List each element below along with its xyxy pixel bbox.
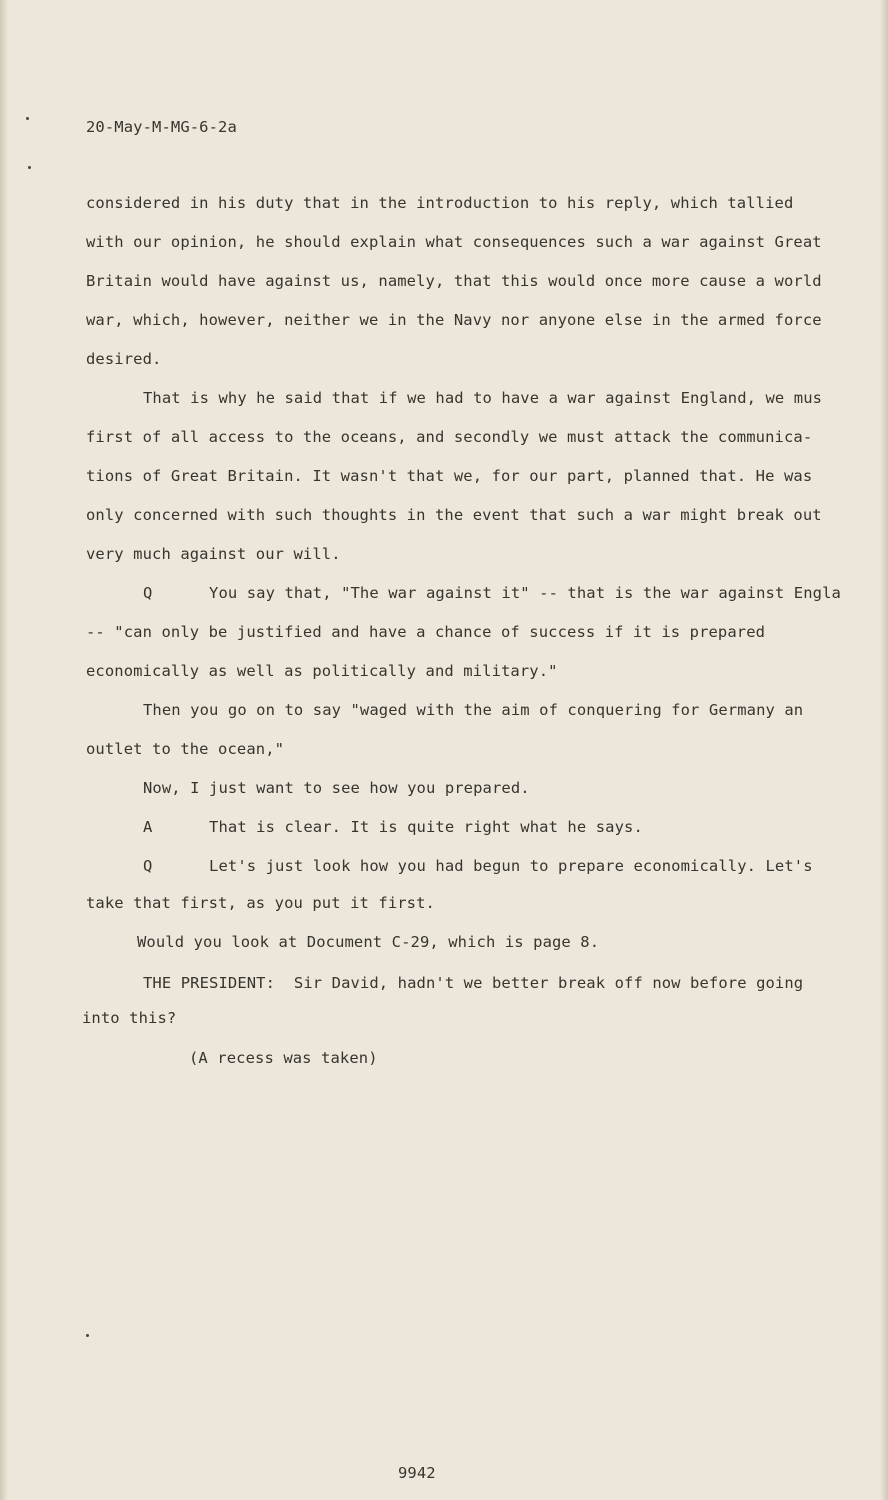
text-line: considered in his duty that in the introduction to his reply, which tallied [86,194,794,212]
question-line: Q Let's just look how you had begun to prepare economically. Let's [143,857,813,875]
page-edge-left [0,0,8,1500]
text-line: economically as well as politically and military." [86,662,558,680]
text-line: Britain would have against us, namely, that this would once more cause a world [86,272,822,290]
page-edge-right [880,0,888,1500]
text-line: That is why he said that if we had to have a war against England, we mus [143,389,823,407]
text-line: Now, I just want to see how you prepared. [143,779,530,797]
text-line: very much against our will. [86,545,341,563]
text-line: tions of Great Britain. It wasn't that we, for our part, planned that. He was [86,467,813,485]
document-reference: 20-May-M-MG-6-2a [86,118,237,136]
answer-line: A That is clear. It is quite right what he says. [143,818,643,836]
margin-mark [26,117,29,120]
margin-mark [28,166,31,169]
text-line: outlet to the ocean," [86,740,285,758]
text-line: with our opinion, he should explain what consequences such a war against Great [86,233,822,251]
text-line: take that first, as you put it first. [86,894,435,912]
text-line: first of all access to the oceans, and secondly we must attack the communica- [86,428,813,446]
text-line: Then you go on to say "waged with the aim of conquering for Germany an [143,701,804,719]
question-line: Q You say that, "The war against it" -- that is the war against Engla [143,584,841,602]
recess-note: (A recess was taken) [189,1049,378,1067]
speaker-line: THE PRESIDENT: Sir David, hadn't we better break off now before going [143,974,804,992]
text-line: -- "can only be justified and have a chance of success if it is prepared [86,623,766,641]
text-line: Would you look at Document C-29, which is page 8. [137,933,600,951]
text-line: only concerned with such thoughts in the event that such a war might break out [86,506,822,524]
text-line: desired. [86,350,162,368]
text-line: into this? [82,1009,177,1027]
margin-mark [86,1334,89,1337]
page-number: 9942 [398,1464,436,1482]
text-line: war, which, however, neither we in the Navy nor anyone else in the armed force [86,311,822,329]
